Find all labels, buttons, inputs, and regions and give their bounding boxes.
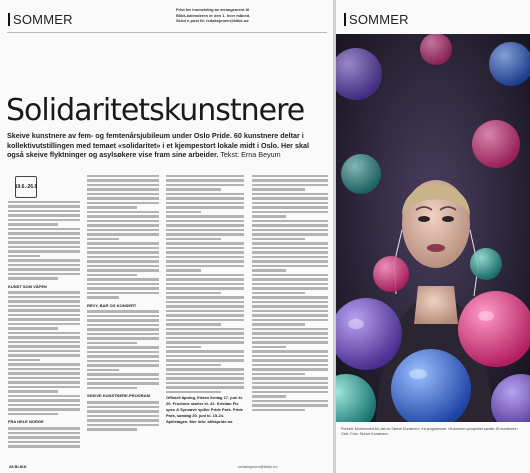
article-lead (7, 131, 327, 160)
notice-line: Send e-post til: redaksjonen@blikk.no (176, 18, 249, 23)
section-label: SOMMER (349, 11, 409, 27)
article-headline: Solidaritetskunstnere (6, 93, 305, 128)
tag-bar (344, 13, 346, 26)
footer-email: redaksjonen@blikk.no (238, 464, 278, 469)
subhead: REVY, BAR OG KONSERT (87, 302, 137, 308)
photo-caption: Portrett: Mohammed Ali, tatt av Skeive Kunstnere, fra programmet. «Kolonien»-prosjektet samler 60 kunstnere i Oslo. Foto: Skeive Kunstnere. (341, 427, 519, 436)
text-column-1 (8, 173, 80, 458)
subhead: KUNST SOM VÅPEN (8, 283, 47, 289)
article-credit: Tekst: Erna Beyum (220, 150, 281, 160)
section-tag-left (8, 11, 73, 27)
subhead: SKEIVE KUNSTNERE-PROGRAM (87, 393, 150, 399)
calendar-notice (176, 7, 326, 24)
header-rule (7, 32, 327, 33)
text-column-2 (87, 173, 159, 458)
text-column-4 (252, 173, 328, 458)
text-column-3 (166, 173, 244, 458)
lead-text: Skeive kunstnere av fem- og femtenårsjubileum under Oslo Pride. 60 kunstnere deltar i kollektivutstillingen med temaet «solidaritet» i et kjempestort lokale midt i Oslo. Her skal også skeive flyktninger og asylsøkere vise fram sine arbeider. (7, 131, 309, 160)
section-label: SOMMER (13, 11, 73, 27)
section-tag-right (344, 11, 409, 27)
notice-line: Frist for innmelding av arrangement til (176, 7, 250, 12)
practical-info: Offisiell åpning, Eisten fredag 17. juni kl. 20. Fruxtone starter kl. 22. Kristian Fis spes & Synnøve spiller Pride Park. Pride Park, søndag 20. juni kl. 15-24. Spilletagen. Mer info: blikkpride.no (166, 395, 243, 425)
date-badge: 19.6.-26.6 (15, 176, 37, 198)
subhead: FRA HELE NORGE (8, 419, 44, 425)
balloon-portrait-image (336, 34, 530, 422)
portrait-photo (336, 34, 530, 422)
notice-line: Blikk-kalenderen er den 1. hver måned. (176, 12, 251, 18)
tag-bar (8, 13, 10, 26)
page-footer: 28 BLIKK (9, 464, 27, 469)
